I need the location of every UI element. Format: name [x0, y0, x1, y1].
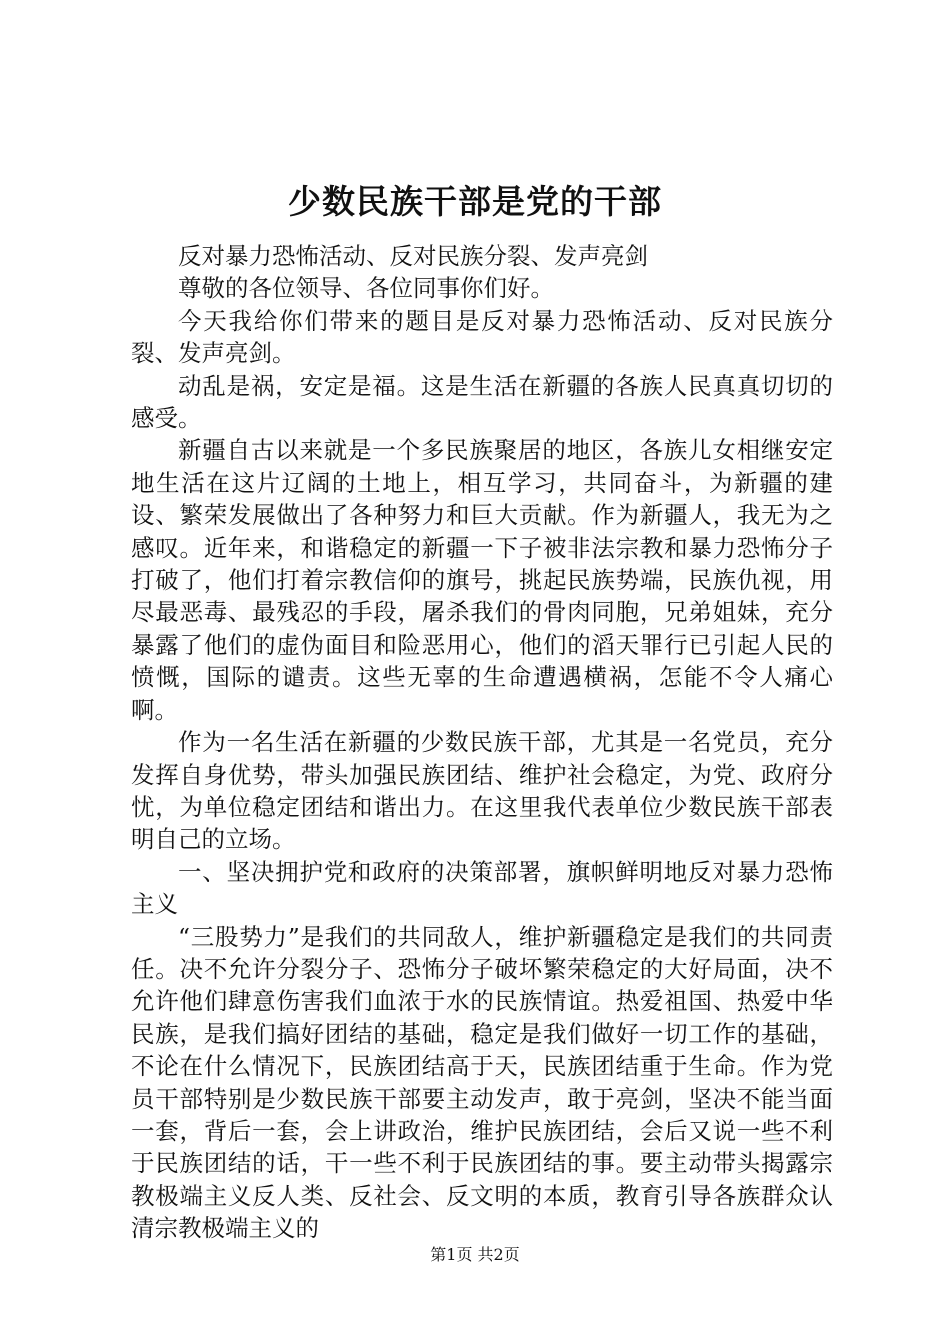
paragraph-xinjiang-history: 新疆自古以来就是一个多民族聚居的地区，各族儿女相继安定地生活在这片辽阔的土地上，相互学习，共同奋斗，为新疆的建设、繁荣发展做出了各种努力和巨大贡献。作为新疆人，我无为之感叹。近年来，和谐稳定的新疆一下子被非法宗教和暴力恐怖分子打破了，他们打着宗教信仰的旗号，挑起民族势端，民族仇视，用尽最恶毒、最残忍的手段，屠杀我们的骨肉同胞，兄弟姐妹，充分暴露了他们的虚伪面目和险恶用心，他们的滔天罪行已引起人民的愤慨，国际的谴责。这些无辜的生命遭遇横祸，怎能不令人痛心啊。: [131, 436, 833, 724]
document-body: [131, 240, 833, 1245]
paragraph-stability: 动乱是祸，安定是福。这是生活在新疆的各族人民真真切切的感受。: [131, 371, 833, 433]
paragraph-cadre-role: 作为一名生活在新疆的少数民族干部，尤其是一名党员，充分发挥自身优势，带头加强民族团结、维护社会稳定，为党、政府分忧，为单位稳定团结和谐出力。在这里我代表单位少数民族干部表明自己的立场。: [131, 728, 833, 854]
paragraph-greeting: 尊敬的各位领导、各位同事你们好。: [178, 274, 554, 303]
paragraph-subtitle: 反对暴力恐怖活动、反对民族分裂、发声亮剑: [178, 242, 648, 270]
paragraph-topic: 今天我给你们带来的题目是反对暴力恐怖活动、反对民族分裂、发声亮剑。: [131, 306, 833, 368]
paragraph-section-heading-1: 一、坚决拥护党和政府的决策部署，旗帜鲜明地反对暴力恐怖主义: [131, 857, 833, 919]
paragraph-three-forces: “三股势力”是我们的共同敌人，维护新疆稳定是我们的共同责任。决不允许分裂分子、恐怖分子破坏繁荣稳定的大好局面，决不允许他们肆意伤害我们血浓于水的民族情谊。热爱祖国、热爱中华民族，是我们搞好团结的基础，稳定是我们做好一切工作的基础，不论在什么情况下，民族团结高于天，民族团结重于生命。作为党员干部特别是少数民族干部要主动发声，敢于亮剑，坚决不能当面一套，背后一套，会上讲政治，维护民族团结，会后又说一些不利于民族团结的话，干一些不利于民族团结的事。要主动带头揭露宗教极端主义反人类、反社会、反文明的本质，教育引导各族群众认清宗教极端主义的: [131, 922, 833, 1243]
document-title: 少数民族干部是党的干部: [288, 182, 662, 221]
page-footer: 第1页 共2页: [430, 1245, 520, 1264]
